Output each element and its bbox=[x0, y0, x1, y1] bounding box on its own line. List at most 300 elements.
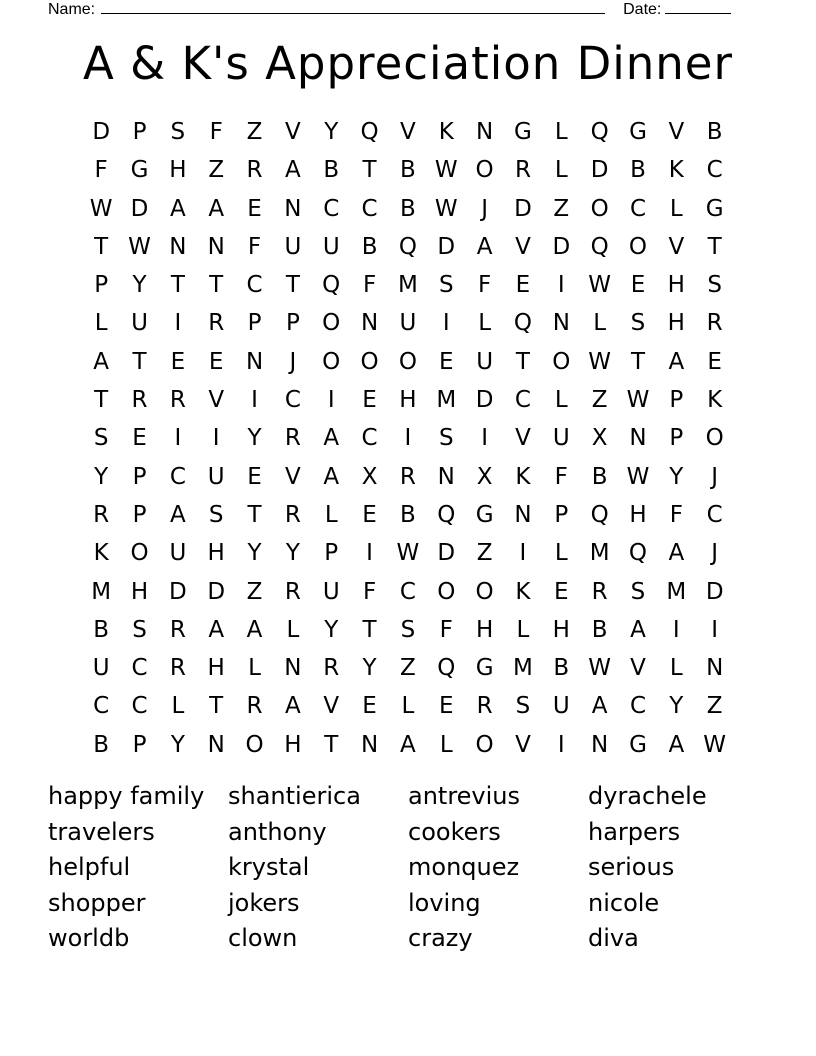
grid-letter: J bbox=[711, 540, 719, 567]
grid-letter: Q bbox=[360, 119, 379, 145]
grid-letter: T bbox=[94, 233, 109, 260]
grid-letter: O bbox=[475, 157, 494, 184]
grid-letter: D bbox=[590, 157, 609, 184]
grid-letter: O bbox=[130, 540, 149, 567]
date-label: Date: bbox=[623, 1, 662, 18]
grid-letter: U bbox=[207, 463, 225, 490]
grid-letter: B bbox=[553, 655, 570, 682]
grid-letter: R bbox=[706, 310, 723, 337]
grid-letter: Y bbox=[132, 272, 147, 299]
grid-letter: N bbox=[245, 348, 264, 375]
grid-letter: S bbox=[630, 310, 646, 337]
grid-letter: A bbox=[285, 157, 301, 184]
grid-letter: Y bbox=[324, 119, 339, 145]
grid-letter: L bbox=[554, 119, 568, 145]
grid-letter: D bbox=[437, 233, 456, 260]
grid-letter: Q bbox=[437, 501, 456, 528]
grid-letter: Y bbox=[285, 540, 300, 567]
word-list-item: anthony bbox=[228, 817, 327, 846]
page-title: A & K's Appreciation Dinner bbox=[83, 37, 733, 90]
grid-letter: T bbox=[362, 616, 377, 643]
grid-letter: W bbox=[626, 387, 650, 414]
grid-letter: U bbox=[169, 540, 187, 567]
grid-letter: T bbox=[209, 693, 224, 720]
grid-letter: Q bbox=[590, 501, 609, 528]
grid-letter: E bbox=[247, 195, 262, 222]
grid-letter: F bbox=[362, 272, 377, 299]
grid-letter: B bbox=[400, 157, 416, 184]
grid-letter: C bbox=[246, 272, 263, 299]
grid-letter: W bbox=[434, 157, 458, 184]
grid-letter: P bbox=[285, 310, 300, 337]
name-date-line bbox=[48, 0, 748, 19]
grid-letter: B bbox=[323, 157, 340, 184]
grid-letter: U bbox=[476, 348, 494, 375]
grid-letter: Z bbox=[208, 157, 225, 184]
grid-letter: K bbox=[515, 463, 531, 490]
grid-letter: O bbox=[705, 425, 724, 452]
grid-letter: T bbox=[170, 272, 185, 299]
grid-letter: H bbox=[284, 731, 302, 758]
grid-letter: Y bbox=[247, 540, 262, 567]
grid-letter: G bbox=[475, 501, 494, 528]
grid-letter: A bbox=[476, 233, 493, 260]
grid-letter: E bbox=[362, 387, 377, 414]
grid-letter: S bbox=[132, 616, 147, 643]
grid-letter: P bbox=[669, 425, 684, 452]
grid-letter: N bbox=[284, 195, 302, 222]
grid-letter: L bbox=[248, 655, 261, 682]
grid-letter: I bbox=[672, 616, 680, 643]
grid-letter: Y bbox=[94, 463, 109, 490]
grid-letter: O bbox=[245, 731, 264, 758]
grid-letter: U bbox=[399, 310, 417, 337]
grid-letter: F bbox=[209, 119, 223, 145]
grid-letter: N bbox=[706, 655, 724, 682]
grid-letter: C bbox=[361, 195, 378, 222]
grid-letter: A bbox=[208, 616, 225, 643]
grid-letter: Z bbox=[706, 693, 723, 720]
word-list-item: shantierica bbox=[228, 782, 361, 810]
grid-letter: N bbox=[591, 731, 609, 758]
grid-letter: C bbox=[706, 157, 723, 184]
grid-letter: Q bbox=[322, 272, 341, 299]
grid-letter: L bbox=[669, 195, 683, 222]
grid-letter: S bbox=[400, 616, 416, 643]
grid-letter: O bbox=[437, 578, 456, 605]
grid-letter: T bbox=[707, 233, 722, 260]
grid-letter: Z bbox=[246, 578, 263, 605]
grid-letter: M bbox=[397, 272, 418, 299]
grid-letter: J bbox=[481, 195, 488, 222]
grid-letter: X bbox=[591, 425, 608, 452]
word-list-item: helpful bbox=[48, 853, 131, 882]
grid-letter: C bbox=[514, 387, 531, 414]
grid-letter: I bbox=[174, 310, 182, 337]
grid-letter: D bbox=[705, 578, 724, 605]
grid-letter: B bbox=[361, 233, 378, 260]
grid-letter: D bbox=[475, 387, 494, 414]
grid-letter: P bbox=[94, 272, 109, 299]
grid-letter: L bbox=[516, 616, 530, 643]
grid-letter: Y bbox=[669, 463, 684, 490]
grid-letter: R bbox=[591, 578, 608, 605]
grid-letter: A bbox=[285, 693, 301, 720]
grid-letter: R bbox=[284, 578, 301, 605]
grid-letter: G bbox=[130, 157, 149, 184]
grid-letter: R bbox=[208, 310, 225, 337]
grid-letter: R bbox=[246, 157, 263, 184]
grid-letter: T bbox=[515, 348, 530, 375]
grid-letter: M bbox=[513, 655, 533, 682]
grid-letter: V bbox=[515, 233, 531, 260]
grid-letter: S bbox=[515, 693, 531, 720]
grid-letter: V bbox=[515, 425, 531, 452]
grid-letter: O bbox=[475, 731, 494, 758]
grid-letter: E bbox=[515, 272, 531, 299]
grid-letter: W bbox=[588, 655, 612, 682]
grid-letter: D bbox=[92, 119, 111, 145]
grid-letter: U bbox=[552, 693, 570, 720]
grid-letter: T bbox=[324, 731, 339, 758]
grid-letter: A bbox=[400, 731, 416, 758]
grid-letter: W bbox=[128, 233, 151, 260]
grid-letter: W bbox=[89, 195, 113, 222]
grid-letter: R bbox=[284, 501, 301, 528]
grid-letter: F bbox=[94, 157, 108, 184]
grid-letter: E bbox=[438, 348, 454, 375]
grid-letter: U bbox=[92, 655, 110, 682]
grid-letter: H bbox=[667, 310, 685, 337]
grid-letter: R bbox=[169, 616, 186, 643]
grid-letter: K bbox=[707, 387, 723, 414]
grid-letter: L bbox=[324, 501, 338, 528]
grid-letter: B bbox=[400, 501, 416, 528]
grid-letter: N bbox=[360, 310, 379, 337]
grid-letter: H bbox=[399, 387, 417, 414]
grid-letter: B bbox=[591, 463, 608, 490]
grid-letter: N bbox=[360, 731, 379, 758]
grid-letter: N bbox=[552, 310, 570, 337]
grid-letter: B bbox=[706, 119, 723, 145]
grid-letter: T bbox=[362, 157, 377, 184]
grid-letter: K bbox=[515, 578, 531, 605]
grid-letter: T bbox=[132, 348, 147, 375]
grid-letter: G bbox=[475, 655, 494, 682]
grid-letter: H bbox=[629, 501, 647, 528]
grid-letter: Y bbox=[247, 425, 262, 452]
grid-letter: V bbox=[400, 119, 416, 145]
word-list-item: happy family bbox=[48, 782, 205, 810]
grid-letter: C bbox=[169, 463, 186, 490]
grid-letter: I bbox=[557, 731, 565, 758]
grid-letter: I bbox=[519, 540, 527, 567]
grid-letter: H bbox=[552, 616, 570, 643]
grid-letter: L bbox=[593, 310, 607, 337]
grid-letter: D bbox=[552, 233, 571, 260]
grid-letter: S bbox=[438, 272, 454, 299]
grid-letter: R bbox=[284, 425, 301, 452]
grid-letter: A bbox=[208, 195, 225, 222]
grid-letter: E bbox=[554, 578, 569, 605]
grid-letter: S bbox=[438, 425, 454, 452]
grid-letter: C bbox=[93, 693, 110, 720]
word-list-item: monquez bbox=[408, 853, 520, 882]
grid-letter: I bbox=[442, 310, 450, 337]
word-list-item: shopper bbox=[48, 888, 146, 917]
grid-letter: E bbox=[208, 348, 224, 375]
grid-letter: F bbox=[477, 272, 492, 299]
grid-letter: O bbox=[628, 233, 648, 260]
grid-letter: N bbox=[284, 655, 302, 682]
grid-letter: C bbox=[323, 195, 340, 222]
grid-letter: A bbox=[323, 463, 340, 490]
grid-letter: A bbox=[93, 348, 110, 375]
grid-letter: Q bbox=[590, 233, 609, 260]
grid-letter: L bbox=[669, 655, 683, 682]
name-blank-line bbox=[101, 0, 605, 14]
grid-letter: F bbox=[362, 578, 377, 605]
grid-letter: L bbox=[401, 693, 415, 720]
grid-letter: A bbox=[591, 693, 608, 720]
grid-letter: B bbox=[93, 616, 110, 643]
grid-letter: O bbox=[322, 310, 341, 337]
grid-letter: E bbox=[170, 348, 186, 375]
grid-letter: U bbox=[322, 233, 340, 260]
grid-letter: U bbox=[284, 233, 302, 260]
grid-letter: A bbox=[169, 501, 186, 528]
grid-letter: T bbox=[94, 387, 109, 414]
grid-letter: L bbox=[554, 540, 568, 567]
grid-letter: N bbox=[169, 233, 187, 260]
grid-letter: I bbox=[251, 387, 258, 414]
grid-letter: E bbox=[132, 425, 147, 452]
grid-letter: W bbox=[396, 540, 420, 567]
grid-letter: Z bbox=[400, 655, 416, 682]
grid-letter: V bbox=[515, 731, 531, 758]
word-list-item: jokers bbox=[228, 888, 300, 917]
grid-letter: G bbox=[705, 195, 724, 222]
grid-letter: D bbox=[514, 195, 532, 222]
grid-letter: R bbox=[246, 693, 263, 720]
grid-letter: E bbox=[438, 693, 454, 720]
grid-letter: V bbox=[630, 655, 646, 682]
grid-letter: V bbox=[323, 693, 340, 720]
grid-letter: Y bbox=[170, 731, 185, 758]
grid-letter: V bbox=[285, 463, 301, 490]
grid-letter: H bbox=[667, 272, 685, 299]
name-label: Name: bbox=[48, 1, 96, 18]
grid-letter: F bbox=[247, 233, 262, 260]
grid-letter: I bbox=[557, 272, 565, 299]
grid-letter: R bbox=[93, 501, 110, 528]
grid-letter: B bbox=[630, 157, 646, 184]
grid-letter: L bbox=[171, 693, 185, 720]
grid-letter: I bbox=[366, 540, 373, 567]
grid-letter: N bbox=[207, 731, 225, 758]
grid-letter: Y bbox=[669, 693, 684, 720]
grid-letter: H bbox=[207, 655, 225, 682]
grid-letter: L bbox=[554, 387, 568, 414]
grid-letter: P bbox=[669, 387, 684, 414]
grid-letter: A bbox=[668, 348, 685, 375]
grid-letter: C bbox=[399, 578, 416, 605]
grid-letter: M bbox=[436, 387, 457, 414]
grid-letter: Q bbox=[398, 233, 417, 260]
grid-letter: K bbox=[438, 119, 454, 145]
word-list-item: cookers bbox=[408, 817, 501, 846]
grid-letter: H bbox=[169, 157, 187, 184]
word-list bbox=[48, 779, 768, 957]
grid-letter: O bbox=[360, 348, 379, 375]
grid-letter: R bbox=[169, 387, 186, 414]
grid-letter: E bbox=[362, 501, 377, 528]
grid-letter: V bbox=[668, 233, 685, 260]
grid-letter: Q bbox=[437, 655, 456, 682]
grid-letter: S bbox=[707, 272, 722, 299]
grid-letter: A bbox=[668, 540, 685, 567]
grid-letter: P bbox=[132, 119, 147, 145]
grid-letter: P bbox=[132, 463, 147, 490]
grid-letter: J bbox=[711, 463, 719, 490]
word-list-item: nicole bbox=[588, 888, 660, 917]
word-list-item: dyrachele bbox=[588, 782, 707, 810]
grid-letter: N bbox=[437, 463, 455, 490]
grid-letter: I bbox=[327, 387, 335, 414]
grid-letter: G bbox=[514, 119, 532, 145]
grid-letter: Z bbox=[591, 387, 608, 414]
grid-letter: N bbox=[514, 501, 532, 528]
grid-letter: S bbox=[93, 425, 109, 452]
grid-letter: E bbox=[247, 463, 262, 490]
grid-letter: T bbox=[247, 501, 262, 528]
grid-letter: W bbox=[626, 463, 650, 490]
grid-letter: E bbox=[362, 693, 377, 720]
grid-letter: L bbox=[554, 157, 568, 184]
word-list-item: harpers bbox=[588, 817, 681, 846]
grid-letter: T bbox=[285, 272, 300, 299]
grid-letter: N bbox=[207, 233, 225, 260]
grid-letter: W bbox=[703, 731, 727, 758]
word-list-item: worldb bbox=[48, 924, 130, 953]
grid-letter: W bbox=[588, 272, 612, 299]
grid-letter: E bbox=[630, 272, 646, 299]
grid-letter: U bbox=[131, 310, 148, 337]
grid-letter: X bbox=[476, 463, 493, 490]
grid-letter: P bbox=[324, 540, 339, 567]
grid-letter: M bbox=[666, 578, 687, 605]
word-list-item: travelers bbox=[48, 817, 155, 846]
grid-letter: O bbox=[552, 348, 571, 375]
grid-letter: P bbox=[132, 731, 147, 758]
grid-letter: L bbox=[94, 310, 108, 337]
grid-letter: U bbox=[552, 425, 570, 452]
grid-letter: D bbox=[207, 578, 226, 605]
grid-letter: S bbox=[630, 578, 646, 605]
grid-letter: R bbox=[476, 693, 493, 720]
grid-letter: I bbox=[404, 425, 412, 452]
word-list-item: clown bbox=[228, 924, 298, 953]
grid-letter: F bbox=[439, 616, 453, 643]
grid-letter: T bbox=[209, 272, 224, 299]
date-blank-line bbox=[665, 0, 731, 14]
grid-letter: A bbox=[668, 731, 685, 758]
grid-letter: C bbox=[706, 501, 723, 528]
grid-letter: L bbox=[478, 310, 492, 337]
grid-letter: V bbox=[208, 387, 225, 414]
grid-letter: V bbox=[285, 119, 301, 145]
word-search-grid bbox=[82, 113, 734, 764]
grid-letter: Z bbox=[246, 119, 263, 145]
grid-letter: F bbox=[554, 463, 568, 490]
grid-letter: Y bbox=[324, 616, 339, 643]
grid-letter: A bbox=[246, 616, 263, 643]
grid-letter: K bbox=[668, 157, 684, 184]
word-list-item: diva bbox=[588, 924, 639, 953]
grid-letter: R bbox=[514, 157, 531, 184]
grid-letter: F bbox=[669, 501, 683, 528]
grid-letter: Z bbox=[476, 540, 493, 567]
grid-letter: C bbox=[629, 693, 647, 720]
grid-letter: H bbox=[130, 578, 149, 605]
grid-letter: C bbox=[131, 693, 148, 720]
grid-letter: D bbox=[437, 540, 456, 567]
grid-letter: Y bbox=[362, 655, 377, 682]
grid-letter: I bbox=[174, 425, 182, 452]
word-list-item: krystal bbox=[228, 853, 310, 882]
grid-letter: B bbox=[93, 731, 110, 758]
grid-letter: H bbox=[207, 540, 225, 567]
grid-letter: O bbox=[590, 195, 609, 222]
grid-letter: M bbox=[589, 540, 610, 567]
grid-letter: B bbox=[591, 616, 608, 643]
grid-letter: G bbox=[629, 731, 647, 758]
grid-letter: Z bbox=[553, 195, 570, 222]
grid-letter: R bbox=[399, 463, 416, 490]
grid-letter: O bbox=[322, 348, 341, 375]
grid-letter: S bbox=[170, 119, 186, 145]
grid-letter: P bbox=[247, 310, 262, 337]
grid-letter: X bbox=[361, 463, 378, 490]
grid-letter: N bbox=[629, 425, 647, 452]
grid-letter: Q bbox=[628, 540, 648, 567]
grid-letter: V bbox=[668, 119, 685, 145]
grid-letter: J bbox=[289, 348, 297, 375]
grid-letter: A bbox=[169, 195, 186, 222]
grid-letter: E bbox=[707, 348, 722, 375]
word-list-item: serious bbox=[588, 853, 675, 882]
grid-letter: G bbox=[629, 119, 647, 145]
grid-letter: Q bbox=[513, 310, 532, 337]
grid-letter: C bbox=[629, 195, 647, 222]
grid-letter: P bbox=[554, 501, 569, 528]
grid-letter: O bbox=[475, 578, 494, 605]
grid-letter: U bbox=[322, 578, 340, 605]
grid-letter: I bbox=[481, 425, 488, 452]
grid-letter: W bbox=[434, 195, 458, 222]
grid-letter: P bbox=[132, 501, 147, 528]
grid-letter: C bbox=[284, 387, 301, 414]
grid-letter: R bbox=[131, 387, 148, 414]
grid-letter: R bbox=[323, 655, 340, 682]
grid-letter: L bbox=[439, 731, 453, 758]
grid-letter: N bbox=[476, 119, 494, 145]
grid-letter: M bbox=[91, 578, 112, 605]
grid-letter: C bbox=[131, 655, 148, 682]
grid-letter: O bbox=[398, 348, 417, 375]
grid-letter: W bbox=[588, 348, 612, 375]
grid-letter: S bbox=[208, 501, 224, 528]
